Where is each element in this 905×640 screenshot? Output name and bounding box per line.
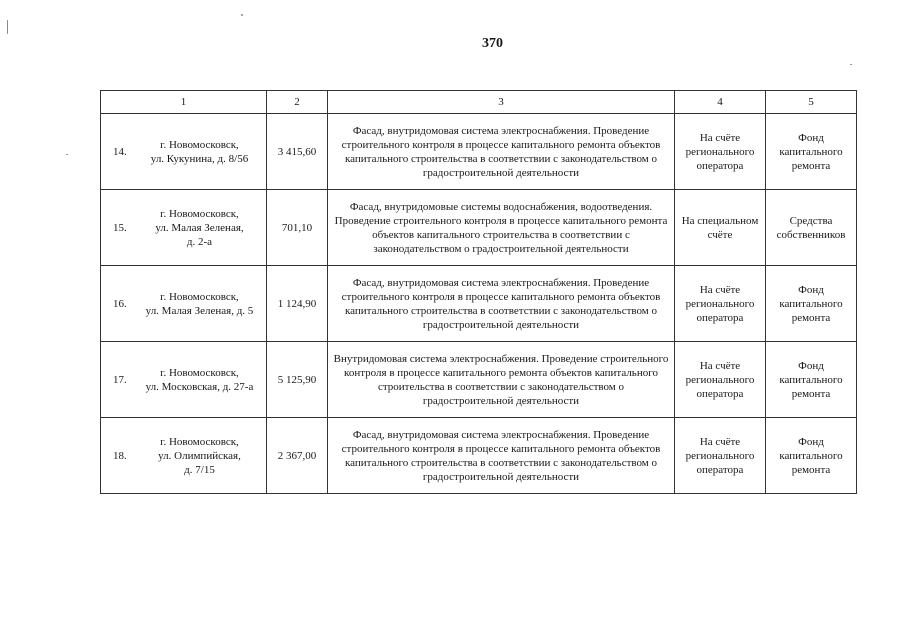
table-row	[101, 418, 857, 494]
works-cell: Фасад, внутридомовая система электроснабжения. Проведение строительного контроля в процессе капитального ремонта объектов капитального строительства в соответствии с законодательством о градостроительной деятельности	[328, 114, 675, 190]
account-cell: На счёте регионального оператора	[675, 418, 766, 494]
col-header-5: 5	[766, 91, 857, 114]
fund-cell: Фонд капитального ремонта	[766, 342, 857, 418]
row-number: 17.	[113, 373, 127, 386]
col-header-2: 2	[267, 91, 328, 114]
fund-cell: Фонд капитального ремонта	[766, 114, 857, 190]
works-cell: Фасад, внутридомовая система электроснабжения. Проведение строительного контроля в процессе капитального ремонта объектов капитального строительства в соответствии с законодательством о градостроительной деятельности	[328, 266, 675, 342]
address-text: г. Новомосковск, ул. Малая Зеленая, д. 5	[145, 290, 254, 317]
table-row	[101, 266, 857, 342]
fund-cell: Фонд капитального ремонта	[766, 266, 857, 342]
scan-speck	[241, 14, 243, 16]
col-header-3: 3	[328, 91, 675, 114]
fund-cell: Средства собственников	[766, 190, 857, 266]
account-cell: На счёте регионального оператора	[675, 266, 766, 342]
row-number: 14.	[113, 145, 127, 158]
row-number: 18.	[113, 449, 127, 462]
account-cell: На счёте регионального оператора	[675, 114, 766, 190]
works-cell: Внутридомовая система электроснабжения. Проведение строительного контроля в процессе капитального ремонта объектов капитального строительства в соответствии с законодательством о градостроительной деятельности	[328, 342, 675, 418]
area-cell: 1 124,90	[267, 266, 328, 342]
area-cell: 5 125,90	[267, 342, 328, 418]
row-number: 16.	[113, 297, 127, 310]
address-text: г. Новомосковск, ул. Кукунина, д. 8/56	[150, 138, 249, 165]
account-cell: На счёте регионального оператора	[675, 342, 766, 418]
table-row	[101, 114, 857, 190]
page-number: 370	[482, 36, 503, 51]
table-row	[101, 190, 857, 266]
address-text: г. Новомосковск, ул. Олимпийская, д. 7/15	[158, 435, 241, 476]
fund-cell: Фонд капитального ремонта	[766, 418, 857, 494]
account-cell: На специальном счёте	[675, 190, 766, 266]
address-cell	[101, 114, 267, 190]
table-row	[101, 342, 857, 418]
address-text: г. Новомосковск, ул. Московская, д. 27-а	[145, 366, 254, 393]
address-text: г. Новомосковск, ул. Малая Зеленая, д. 2-а	[155, 207, 244, 248]
area-cell: 2 367,00	[267, 418, 328, 494]
table-header-row	[101, 91, 857, 114]
area-cell: 701,10	[267, 190, 328, 266]
row-number: 15.	[113, 221, 127, 234]
works-cell: Фасад, внутридомовые системы водоснабжения, водоотведения. Проведение строительного контроля в процессе капитального ремонта объектов капитального строительства в соответствии с законодательством о градостроительной деятельности	[328, 190, 675, 266]
works-table	[100, 90, 857, 494]
scan-speck	[850, 64, 852, 65]
address-cell	[101, 190, 267, 266]
col-header-1: 1	[101, 91, 267, 114]
col-header-4: 4	[675, 91, 766, 114]
address-cell	[101, 342, 267, 418]
scan-speck	[7, 20, 8, 34]
address-cell	[101, 266, 267, 342]
address-cell	[101, 418, 267, 494]
works-cell: Фасад, внутридомовая система электроснабжения. Проведение строительного контроля в процессе капитального ремонта объектов капитального строительства в соответствии с законодательством о градостроительной деятельности	[328, 418, 675, 494]
scan-speck	[66, 154, 68, 155]
area-cell: 3 415,60	[267, 114, 328, 190]
